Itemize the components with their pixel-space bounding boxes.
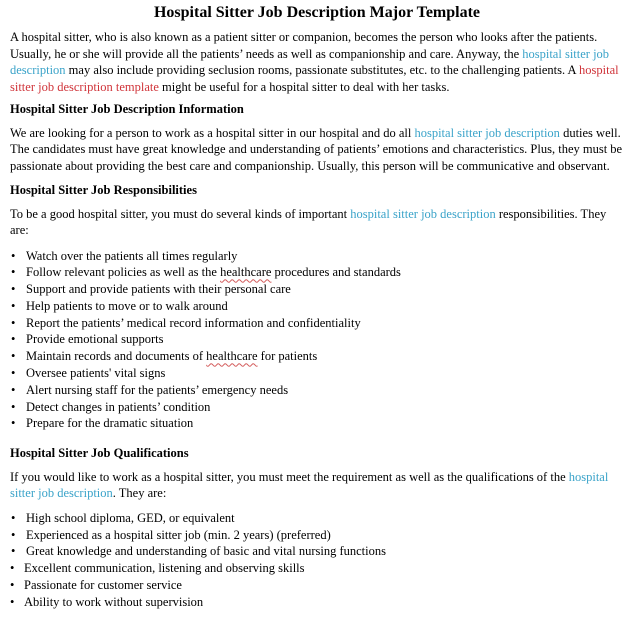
list-item: • Detect changes in patients’ condition <box>10 399 624 416</box>
intro-paragraph <box>10 29 624 95</box>
info-text-1: We are looking for a person to work as a hospital sitter in our hospital and do all <box>10 125 415 140</box>
list-item: • Maintain records and documents of healthcare for patients <box>10 348 624 365</box>
responsibilities-list <box>10 248 624 433</box>
list-item: • Provide emotional supports <box>10 331 624 348</box>
list-item: • Report the patients’ medical record information and confidentiality <box>10 315 624 332</box>
info-paragraph <box>10 125 624 175</box>
intro-link-template[interactable]: hospital sitter job description template <box>10 63 619 94</box>
info-text-2: duties well. The candidates must have great knowledge and understanding of patients’ emotions and characteristics. Plus, they must be passionate about providing the best care and companionship. Usually, this person will be communicative and observant. <box>10 125 623 173</box>
intro-text-3: might be useful for a hospital sitter to deal with her tasks. <box>158 79 450 94</box>
qualifications-heading: Hospital Sitter Job Qualifications <box>10 446 189 461</box>
qualifications-list <box>10 510 624 611</box>
list-item: • Ability to work without supervision <box>10 594 624 611</box>
list-item: • Watch over the patients all times regularly <box>10 248 624 265</box>
qualifications-link-job-description[interactable]: hospital sitter job description <box>10 469 609 501</box>
list-item: • Oversee patients' vital signs <box>10 365 624 382</box>
info-heading: Hospital Sitter Job Description Information <box>10 102 244 116</box>
responsibilities-text-1: To be a good hospital sitter, you must do several kinds of important <box>10 206 351 221</box>
list-item: • Help patients to move or to walk around <box>10 298 624 315</box>
list-item: • Great knowledge and understanding of basic and vital nursing functions <box>10 543 624 560</box>
spellcheck-word: healthcare <box>206 349 258 364</box>
responsibilities-text-2: responsibilities. They are: <box>10 206 607 237</box>
responsibilities-link-job-description[interactable]: hospital sitter job description <box>350 206 496 221</box>
intro-link-job-description[interactable]: hospital sitter job description <box>10 46 610 77</box>
list-item: • Alert nursing staff for the patients’ emergency needs <box>10 382 624 399</box>
list-item: • Experienced as a hospital sitter job (min. 2 years) (preferred) <box>10 527 624 544</box>
responsibilities-paragraph <box>10 206 624 239</box>
qualifications-paragraph <box>10 469 624 502</box>
qualifications-text-2: . They are: <box>112 486 167 501</box>
responsibilities-heading: Hospital Sitter Job Responsibilities <box>10 183 197 197</box>
intro-text-1: A hospital sitter, who is also known as a patient sitter or companion, becomes the person who looks after the patients. Usually, he or she will provide all the patients’ needs as well as companionship and care. Anyway, the <box>10 30 598 61</box>
list-item: • Excellent communication, listening and observing skills <box>10 560 624 577</box>
info-link-job-description[interactable]: hospital sitter job description <box>414 125 560 140</box>
spacer <box>10 502 624 510</box>
list-item: • Passionate for customer service <box>10 577 624 594</box>
spellcheck-word: healthcare <box>220 265 272 280</box>
list-item: • Support and provide patients with their personal care <box>10 281 624 298</box>
qualifications-text-1: If you would like to work as a hospital sitter, you must meet the requirement as well as the qualifications of the <box>10 469 569 484</box>
spacer <box>10 239 624 248</box>
page-title: Hospital Sitter Job Description Major Template <box>153 4 481 21</box>
list-item: • Prepare for the dramatic situation <box>10 415 624 432</box>
list-item: • Follow relevant policies as well as the healthcare procedures and standards <box>10 264 624 281</box>
intro-text-2: may also include providing seclusion rooms, passionate substitutes, etc. to the challenging patients. A <box>65 63 580 77</box>
list-item: • High school diploma, GED, or equivalent <box>10 510 624 527</box>
